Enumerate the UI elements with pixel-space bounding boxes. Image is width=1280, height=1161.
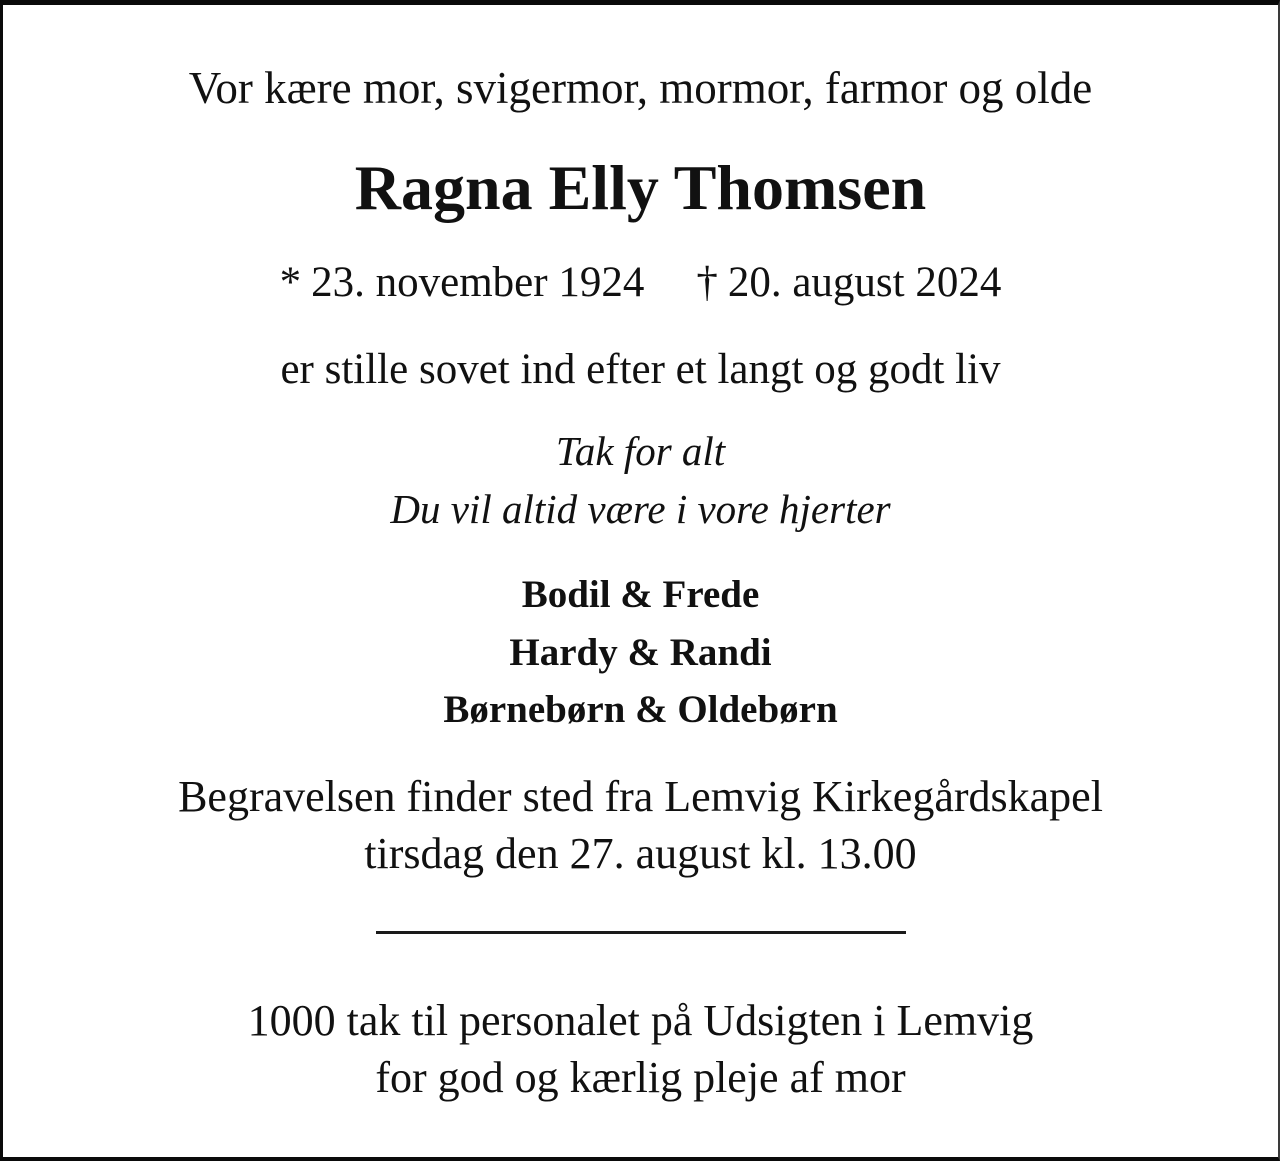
divider-line xyxy=(376,931,906,934)
funeral-line: Begravelsen finder sted fra Lemvig Kirkegårdskapel xyxy=(178,772,1103,822)
verse-line: Tak for alt xyxy=(555,427,726,474)
birth-date xyxy=(280,259,645,306)
passing-line: er stille sovet ind efter et langt og godt liv xyxy=(280,346,1001,394)
life-dates xyxy=(3,257,1278,309)
family-line: Børnebørn & Oldebørn xyxy=(443,687,838,731)
thanks-note xyxy=(3,992,1278,1106)
family-signatures xyxy=(3,566,1278,738)
thanks-line: for god og kærlig pleje af mor xyxy=(375,1052,906,1102)
death-date xyxy=(696,259,1001,306)
birth-date-text: 23. november 1924 xyxy=(311,258,645,306)
intro-line: Vor kære mor, svigermor, mormor, farmor og olde xyxy=(188,63,1093,113)
birth-star-symbol: * xyxy=(279,258,302,306)
death-date-text: 20. august 2024 xyxy=(727,258,1002,306)
funeral-line: tirsdag den 27. august kl. 13.00 xyxy=(364,829,917,879)
verse-line: Du vil altid være i vore hjerter xyxy=(390,486,891,532)
family-line: Hardy & Randi xyxy=(509,630,772,674)
thanks-line: 1000 tak til personalet på Udsigten i Lemvig xyxy=(247,995,1034,1045)
memorial-verse xyxy=(3,422,1278,538)
funeral-info xyxy=(3,768,1278,882)
family-line: Bodil & Frede xyxy=(521,573,760,617)
deceased-name: Ragna Elly Thomsen xyxy=(354,152,927,223)
death-cross-symbol: † xyxy=(696,258,718,306)
